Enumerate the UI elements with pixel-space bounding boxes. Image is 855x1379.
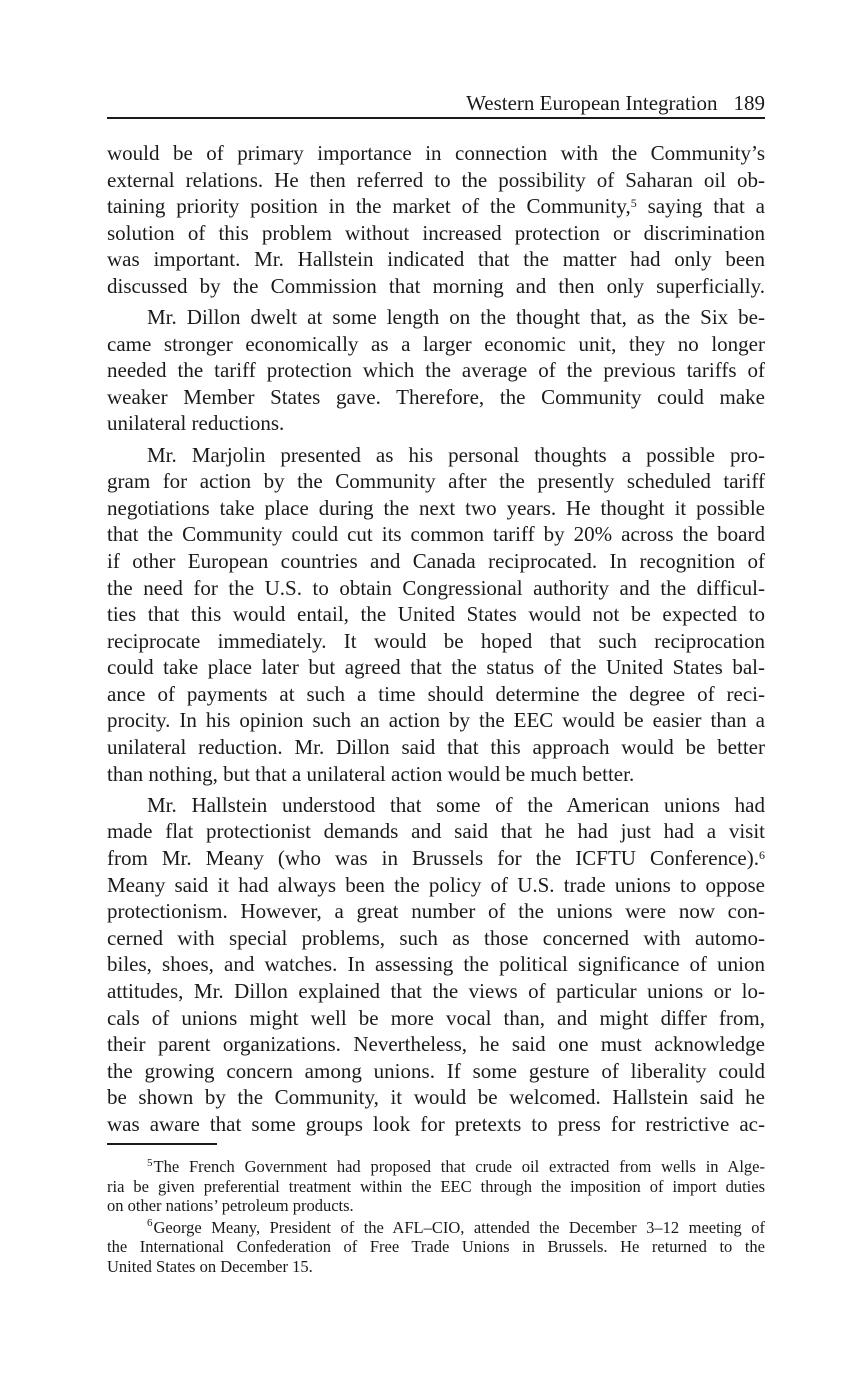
footnotes — [107, 1157, 765, 1276]
text-line: Meany said it had always been the policy of U.S. trade unions to oppose — [107, 872, 765, 897]
text-line: procity. In his opinion such an action by the EEC would be easier than a — [107, 708, 765, 733]
footnote-ref-6[interactable]: 6 — [759, 847, 765, 862]
footnote-5 — [107, 1157, 765, 1216]
text-line — [107, 193, 765, 220]
running-title: Western European Integration — [466, 91, 718, 115]
header-rule — [107, 117, 765, 119]
text-line: was important. Mr. Hallstein indicated that the matter had only been — [107, 247, 765, 272]
text-line: was aware that some groups look for pretexts to press for restrictive ac- — [107, 1111, 765, 1136]
text-line: Mr. Dillon dwelt at some length on the thought that, as the Six be- — [147, 305, 765, 330]
text-line: that the Community could cut its common tariff by 20% across the board — [107, 522, 765, 547]
running-head — [107, 88, 765, 118]
text-line: Mr. Hallstein understood that some of the American unions had — [147, 792, 765, 817]
text-line: external relations. He then referred to the possibility of Saharan oil ob- — [107, 167, 765, 192]
text-line — [107, 845, 765, 872]
footnote-number: 5 — [147, 1156, 153, 1169]
footnote-line: the International Confederation of Free Trade Unions in Brussels. He returned to the — [107, 1237, 765, 1256]
paragraph-1 — [107, 140, 765, 300]
text-line: biles, shoes, and watches. In assessing the political significance of union — [107, 952, 765, 977]
text-fragment: taining priority position in the market of the Community, — [107, 194, 631, 219]
footnote-6 — [107, 1218, 765, 1277]
text-line: cals of unions might well be more vocal than, and might differ from, — [107, 1005, 765, 1030]
body-text — [107, 140, 765, 1137]
text-line: if other European countries and Canada reciprocated. In recognition of — [107, 548, 765, 573]
footnote-line — [107, 1218, 765, 1238]
text-line: protectionism. However, a great number of the unions were now con- — [107, 899, 765, 924]
text-line: unilateral reduction. Mr. Dillon said that this approach would be better — [107, 735, 765, 760]
text-line: gram for action by the Community after the presently scheduled tariff — [107, 469, 765, 494]
text-fragment: George Meany, President of the AFL–CIO, attended the December 3–12 meeting of — [153, 1217, 765, 1237]
footnote-line: ria be given preferential treatment within the EEC through the imposition of import duties — [107, 1176, 765, 1196]
text-line: solution of this problem without increased protection or discrimination — [107, 220, 765, 245]
text-line: came stronger economically as a larger economic unit, they no longer — [107, 331, 765, 356]
text-line: unilateral reductions. — [107, 411, 285, 436]
text-line: made flat protectionist demands and said that he had just had a visit — [107, 819, 765, 844]
footnote-line: United States on December 15. — [107, 1256, 313, 1276]
text-line: attitudes, Mr. Dillon explained that the views of particular unions or lo- — [107, 978, 765, 1003]
text-line: needed the tariff protection which the average of the previous tariffs of — [107, 358, 765, 383]
text-line: Mr. Marjolin presented as his personal thoughts a possible pro- — [147, 442, 765, 467]
text-line: ance of payments at such a time should determine the degree of reci- — [107, 681, 765, 706]
footnote-line — [107, 1157, 765, 1177]
paragraph-4 — [107, 792, 765, 1138]
footnote-ref-5[interactable]: 5 — [630, 196, 637, 211]
text-fragment: from Mr. Meany (who was in Brussels for the ICFTU Conference). — [107, 845, 759, 870]
page-number: 189 — [733, 91, 765, 115]
paragraph-3 — [107, 442, 765, 788]
paragraph-2 — [107, 304, 765, 437]
text-fragment: The French Government had proposed that crude oil extracted from wells in Alge- — [153, 1157, 765, 1176]
text-line: discussed by the Commission that morning and then only superficially. — [107, 273, 765, 298]
text-line: their parent organizations. Nevertheless, he said one must acknowledge — [107, 1032, 765, 1057]
text-line: ties that this would entail, the United States would not be expected to — [107, 602, 765, 627]
text-line: weaker Member States gave. Therefore, the Community could make — [107, 384, 765, 409]
text-line: cerned with special problems, such as those concerned with automo- — [107, 925, 765, 950]
footnote-number: 6 — [147, 1217, 153, 1229]
text-line: negotiations take place during the next two years. He thought it possible — [107, 495, 765, 520]
text-line: be shown by the Community, it would be welcomed. Hallstein said he — [107, 1085, 765, 1110]
text-line: the growing concern among unions. If some gesture of liberality could — [107, 1058, 765, 1083]
text-line: could take place later but agreed that the status of the United States bal- — [107, 655, 765, 680]
text-line: the need for the U.S. to obtain Congressional authority and the difficul- — [107, 575, 765, 600]
text-fragment: saying that a — [636, 194, 765, 219]
text-line: than nothing, but that a unilateral action would be much better. — [107, 761, 635, 786]
footnote-rule — [107, 1143, 217, 1145]
text-line: would be of primary importance in connection with the Community’s — [107, 141, 765, 165]
footnote-line: on other nations’ petroleum products. — [107, 1196, 354, 1215]
text-line: reciprocate immediately. It would be hoped that such reciprocation — [107, 628, 765, 653]
